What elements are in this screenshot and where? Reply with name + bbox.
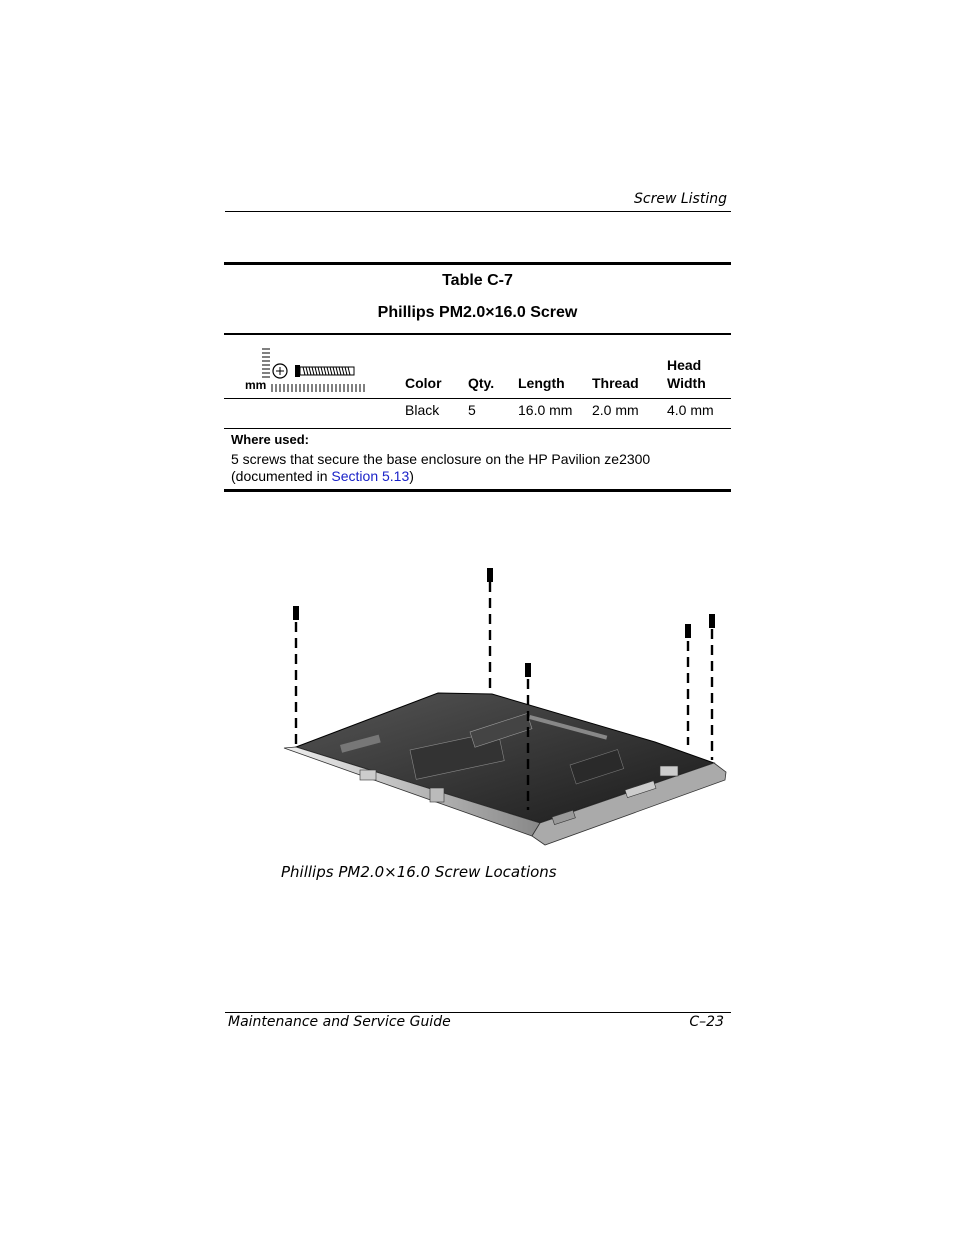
where-used-suffix: )	[409, 468, 414, 484]
where-used-line2	[231, 468, 414, 484]
header-rule	[225, 211, 731, 212]
column-header-head-width-line1: Head	[667, 357, 702, 373]
base-enclosure-illustration	[270, 560, 740, 850]
column-header-color: Color	[405, 375, 442, 391]
column-header-qty: Qty.	[468, 375, 495, 391]
section-link[interactable]: Section 5.13	[331, 468, 410, 484]
table-header-rule	[224, 333, 731, 335]
page-number: C–23	[689, 1014, 724, 1030]
column-header-head-width-line2: Width	[667, 375, 706, 391]
column-header-head-width	[667, 356, 706, 392]
column-header-thread: Thread	[592, 375, 639, 391]
footer-guide-title: Maintenance and Service Guide	[228, 1014, 451, 1030]
table-bottom-rule	[224, 489, 731, 492]
table-number: Table C-7	[442, 272, 513, 289]
figure-caption: Phillips PM2.0×16.0 Screw Locations	[281, 863, 557, 881]
where-used-line1: 5 screws that secure the base enclosure on the HP Pavilion ze2300	[231, 451, 651, 467]
cell-head-width: 4.0 mm	[667, 402, 714, 418]
table-top-rule	[224, 262, 731, 265]
running-header: Screw Listing	[634, 191, 727, 207]
data-row-rule	[224, 428, 731, 429]
table-title: Phillips PM2.0×16.0 Screw	[377, 304, 578, 321]
cell-thread: 2.0 mm	[592, 402, 639, 418]
ruler-unit-label: mm	[245, 378, 267, 392]
where-used-label: Where used:	[231, 432, 310, 447]
cell-color: Black	[405, 402, 440, 418]
header-row-rule	[224, 398, 731, 399]
footer-rule	[225, 1012, 731, 1013]
cell-length: 16.0 mm	[518, 402, 573, 418]
where-used-prefix: (documented in	[231, 468, 332, 484]
cell-qty: 5	[468, 402, 476, 418]
column-header-length: Length	[518, 375, 565, 391]
